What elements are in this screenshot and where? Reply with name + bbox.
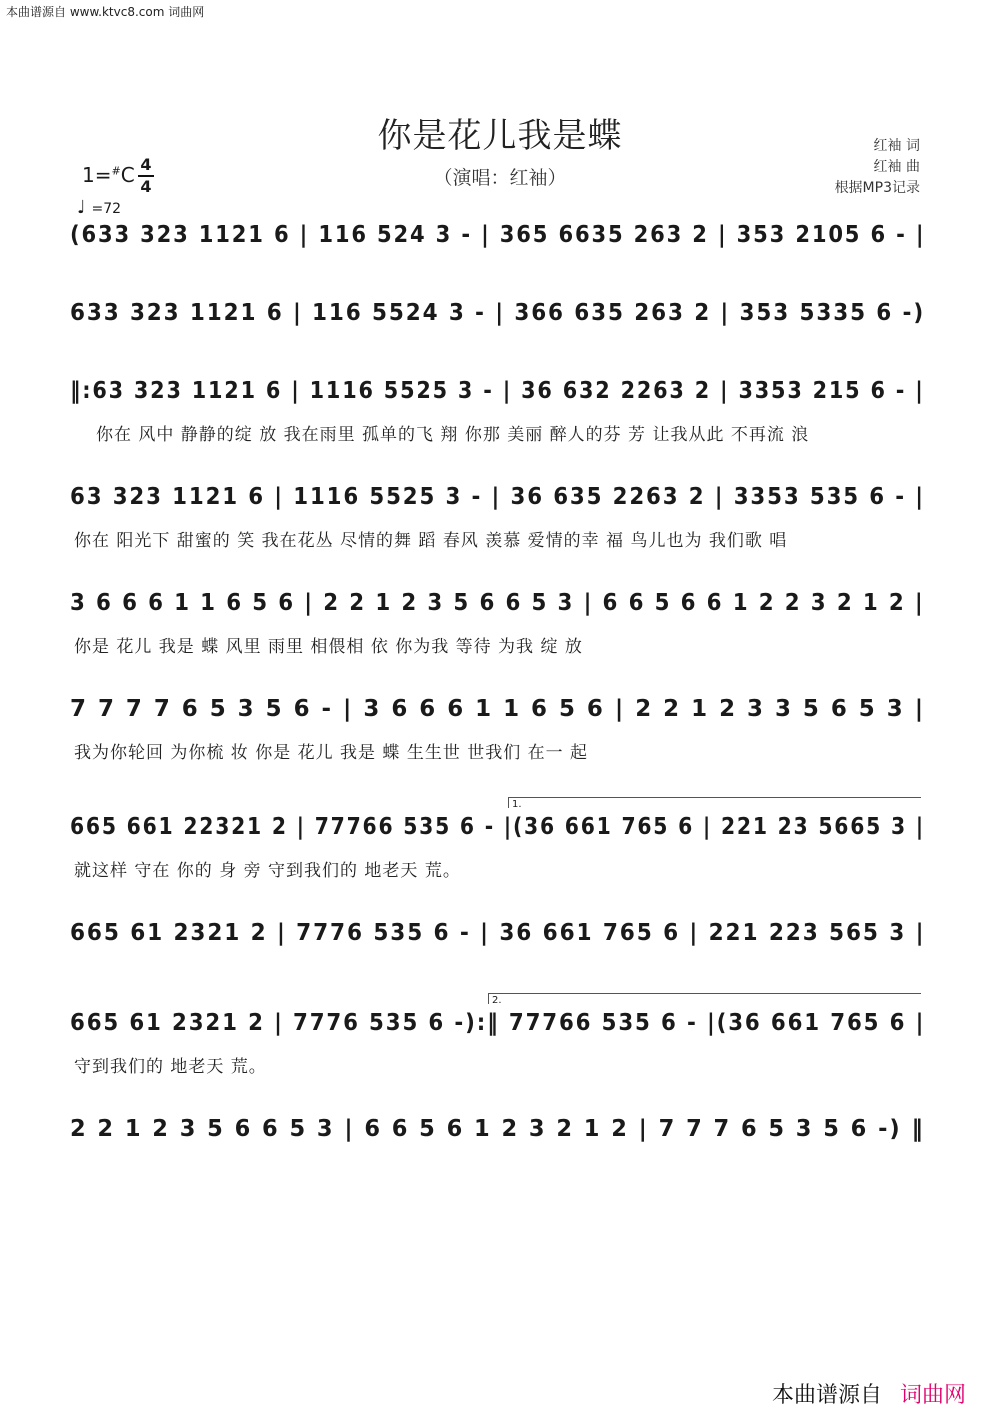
notation-line: ‖:63 323 1121 6 | 1116 5525 3 - | 36 632 2263 2 | 3353 215 6 - |	[70, 378, 925, 404]
first-ending-bracket	[508, 797, 921, 808]
notation-line: 665 61 2321 2 | 7776 535 6 -):‖ 77766 535 6 - |(36 661 765 6 |	[70, 1010, 926, 1036]
notation-line: 2 2 1 2 3 5 6 6 5 3 | 6 6 5 6 1 2 3 2 1 2 | 7 7 7 6 5 3 5 6 -) ‖	[70, 1116, 925, 1142]
key-letter: C	[120, 163, 135, 187]
quarter-note-icon: ♩	[77, 197, 86, 218]
lyrics-line: 我为你轮回 为你梳 妆 你是 花儿 我是 蝶 生生世 世我们 在一 起	[74, 743, 589, 763]
song-title: 你是花儿我是蝶	[377, 116, 623, 156]
notation-line: 7 7 7 7 6 5 3 5 6 - | 3 6 6 6 1 1 6 5 6 | 2 2 1 2 3 3 5 6 5 3 |	[70, 696, 926, 722]
notation-line: 3 6 6 6 1 1 6 5 6 | 2 2 1 2 3 5 6 6 5 3 | 6 6 5 6 6 1 2 2 3 2 1 2 |	[70, 590, 925, 616]
tempo-value: =72	[91, 201, 122, 217]
footer-source-text: 本曲谱源自	[771, 1383, 882, 1408]
notation-line: 633 323 1121 6 | 116 5524 3 - | 366 635 263 2 | 353 5335 6 -)	[70, 300, 926, 326]
lyricist-credit: 红袖 词	[873, 138, 920, 154]
key-signature	[82, 163, 135, 187]
footer-site-name: 词曲网	[899, 1383, 966, 1408]
second-ending-label: 2.	[492, 995, 502, 1006]
sharp-sign: #	[111, 164, 121, 178]
tempo-marking	[77, 197, 121, 218]
composer-credit: 红袖 曲	[873, 159, 920, 175]
notation-line: 665 61 2321 2 | 7776 535 6 - | 36 661 765 6 | 221 223 565 3 |	[70, 920, 926, 946]
notation-line: 665 661 22321 2 | 77766 535 6 - |(36 661 765 6 | 221 23 5665 3 |	[70, 814, 925, 840]
credits	[835, 136, 920, 199]
footer-watermark	[772, 1378, 966, 1409]
time-top: 4	[140, 155, 152, 174]
notation-line: 63 323 1121 6 | 1116 5525 3 - | 36 635 2263 2 | 3353 535 6 - |	[70, 484, 925, 510]
time-signature	[138, 156, 154, 196]
performer-line: （演唱：红袖）	[433, 167, 567, 189]
transcription-credit: 根据MP3记录	[834, 180, 920, 196]
lyrics-line: 你在 风中 静静的绽 放 我在雨里 孤单的飞 翔 你那 美丽 醉人的芬 芳 让我从此 不再流 浪	[96, 425, 810, 445]
watermark-top: 本曲谱源自 www.ktvc8.com 词曲网	[6, 5, 205, 19]
lyrics-line: 你在 阳光下 甜蜜的 笑 我在花丛 尽情的舞 蹈 春风 羡慕 爱情的幸 福 鸟儿也为 我们歌 唱	[74, 531, 788, 551]
lyrics-line: 就这样 守在 你的 身 旁 守到我们的 地老天 荒。	[74, 861, 461, 881]
key-prefix: 1=	[82, 163, 112, 187]
lyrics-line: 守到我们的 地老天 荒。	[74, 1057, 267, 1077]
second-ending-bracket	[488, 993, 921, 1004]
lyrics-line: 你是 花儿 我是 蝶 风里 雨里 相偎相 依 你为我 等待 为我 绽 放	[74, 637, 583, 657]
time-bottom: 4	[140, 177, 152, 196]
first-ending-label: 1.	[512, 799, 522, 810]
notation-line: (633 323 1121 6 | 116 524 3 - | 365 6635 263 2 | 353 2105 6 - |	[70, 222, 926, 248]
